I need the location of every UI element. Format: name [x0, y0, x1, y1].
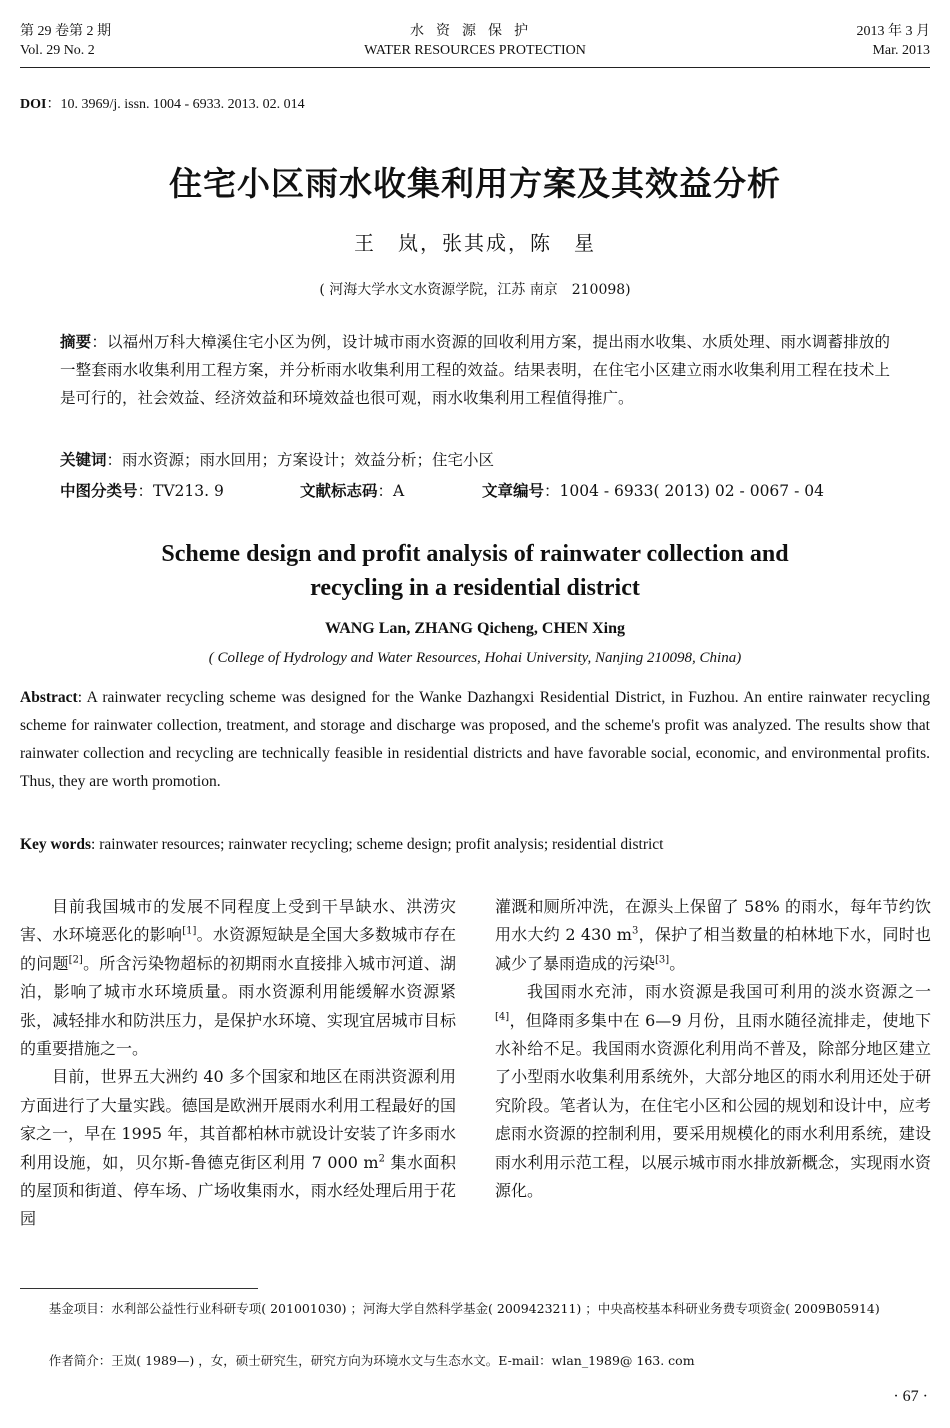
abstract-en-text: : A rainwater recycling scheme was designed for the Wanke Dazhangxi Residential District, in Fuzhou. An entire rainwater recycling scheme for rainwater collection, treatment, and storage and discharge was proposed, and the scheme's profit was analyzed. The results show that rainwater collection and recycling are technically feasible in residential districts and have favorable social, economic, and environmental profits. Thus, they are worth promotion. — [20, 689, 930, 790]
superscript: 2 — [378, 1153, 385, 1165]
clc-code — [60, 479, 300, 501]
journal-name — [0, 22, 950, 60]
article-value: ：1004 - 6933( 2013) 02 - 0067 - 04 — [544, 482, 824, 500]
clc-label: 中图分类号 — [60, 482, 138, 500]
article-number — [482, 479, 824, 501]
superscript: 3 — [631, 926, 639, 938]
authors: 王 岚，张其成，陈 星 — [354, 231, 596, 255]
keywords-cn-text: ：雨水资源；雨水回用；方案设计；效益分析；住宅小区 — [106, 451, 495, 469]
doc-label: 文献标志码 — [300, 482, 378, 500]
body-column-left — [20, 893, 456, 1234]
citation: [1] — [182, 926, 197, 938]
abstract-cn-label: 摘要 — [60, 333, 92, 351]
text-run: 。水资源短缺是全国大多数城市存在的问题 — [20, 925, 456, 973]
page-number: · 67 · — [893, 1388, 928, 1405]
header-divider — [20, 67, 930, 68]
paragraph — [20, 1063, 456, 1233]
date-en: Mar. 2013 — [872, 43, 930, 58]
text-run: ，保护了相当数量的柏林地下水，同时也减少了暴雨造成的污染 — [495, 925, 931, 973]
paragraph — [495, 978, 931, 1205]
journal-date — [857, 22, 931, 60]
text-run: 集水面积的屋顶和街道、停车场、广场收集雨水，雨水经处理后用于花园 — [20, 1152, 456, 1229]
doi-label: DOI — [20, 97, 47, 112]
journal-name-cn: 水资源保护 — [410, 24, 540, 39]
keywords-en-text: : rainwater resources; rainwater recycling; scheme design; profit analysis; residential district — [91, 836, 664, 853]
english-title-line1: Scheme design and profit analysis of rainwater collection and — [161, 541, 789, 567]
english-title — [0, 537, 950, 605]
article-label: 文章编号 — [482, 482, 545, 500]
date-cn: 2013 年 3 月 — [856, 24, 930, 39]
text-run: 目前，世界五大洲约 40 多个国家和地区在雨洪资源利用方面进行了大量实践。德国是欧洲开展雨水利用工程最好的国家之一，早在 1995 年，其首都柏林市就设计安装了许多雨水利用设施，如，贝尔斯-鲁德克街区利用 7 000 m — [20, 1067, 456, 1172]
text-run: 目前我国城市的发展不同程度上受到干旱缺水、洪涝灾害、水环境恶化的影响 — [20, 897, 456, 945]
doi-line — [20, 93, 305, 113]
body-column-right — [495, 893, 931, 1205]
english-title-line2: recycling in a residential district — [310, 575, 640, 601]
keywords-cn — [60, 448, 494, 470]
footnote-author: 作者简介：王岚( 1989—) ，女，硕士研究生，研究方向为环境水文与生态水文。E-mail：wlan_1989@ 163. com — [48, 1353, 695, 1368]
abstract-en — [20, 684, 930, 796]
keywords-en — [20, 836, 930, 854]
text-run: 。 — [669, 953, 686, 973]
doc-code — [300, 479, 482, 501]
text-run: 我国雨水充沛，雨水资源是我国可利用的淡水资源之一 — [527, 982, 931, 1002]
paragraph-continued — [495, 893, 931, 978]
keywords-en-label: Key words — [20, 836, 92, 853]
citation: [3] — [655, 954, 670, 966]
paragraph — [20, 893, 456, 1063]
doc-value: ：A — [377, 482, 405, 500]
abstract-cn — [60, 328, 890, 412]
text-run: 灌溉和厕所冲洗，在源头上保留了 58% 的雨水，每年节约饮用水大约 2 430 m — [495, 897, 931, 945]
paper-title: 住宅小区雨水收集利用方案及其效益分析 — [169, 164, 781, 203]
keywords-cn-label: 关键词 — [60, 451, 107, 469]
volume-en: Vol. 29 No. 2 — [20, 43, 95, 58]
volume-cn: 第 29 卷第 2 期 — [20, 24, 111, 39]
classification-line — [60, 479, 920, 501]
abstract-cn-text: ：以福州万科大樟溪住宅小区为例，设计城市雨水资源的回收利用方案，提出雨水收集、水质处理、雨水调蓄排放的一整套雨水收集利用工程方案，并分析雨水收集利用工程的效益。结果表明，在住宅小区建立雨水收集利用工程在技术上是可行的，社会效益、经济效益和环境效益也很可观，雨水收集利用工程值得推广。 — [60, 333, 890, 407]
footnote-divider — [20, 1288, 258, 1289]
citation: [2] — [68, 954, 83, 966]
english-authors: WANG Lan, ZHANG Qicheng, CHEN Xing — [324, 620, 626, 637]
clc-value: ：TV213. 9 — [137, 482, 224, 500]
journal-name-en: WATER RESOURCES PROTECTION — [364, 43, 586, 58]
text-run: ，但降雨多集中在 6—9 月份，且雨水随径流排走，使地下水补给不足。我国雨水资源化利用尚不普及，除部分地区建立了小型雨水收集利用系统外，大部分地区的雨水利用还处于研究阶段。笔者认为，在住宅小区和公园的规划和设计中，应考虑雨水资源的控制利用，要采用规模化的雨水利用系统，建设雨水利用示范工程，以展示城市雨水排放新概念，实现雨水资源化。 — [495, 1010, 931, 1201]
text-run: 。所含污染物超标的初期雨水直接排入城市河道、湖泊，影响了城市水环境质量。雨水资源利用能缓解水资源紧张，减轻排水和防洪压力，是保护水环境、实现宜居城市目标的重要措施之一。 — [20, 953, 456, 1059]
english-affiliation: ( College of Hydrology and Water Resources, Hohai University, Nanjing 210098, China) — [208, 650, 742, 666]
affiliation: ( 河海大学水文水资源学院，江苏 南京 210098) — [319, 282, 631, 298]
abstract-en-label: Abstract — [20, 689, 78, 706]
citation: [4] — [495, 1011, 510, 1023]
footnote-fund: 基金项目：水利部公益性行业科研专项( 201001030) ；河海大学自然科学基金( 2009423211) ；中央高校基本科研业务费专项资金( 2009B05914) — [48, 1301, 880, 1316]
doi-value: ：10. 3969/j. issn. 1004 - 6933. 2013. 02. 014 — [46, 97, 305, 112]
